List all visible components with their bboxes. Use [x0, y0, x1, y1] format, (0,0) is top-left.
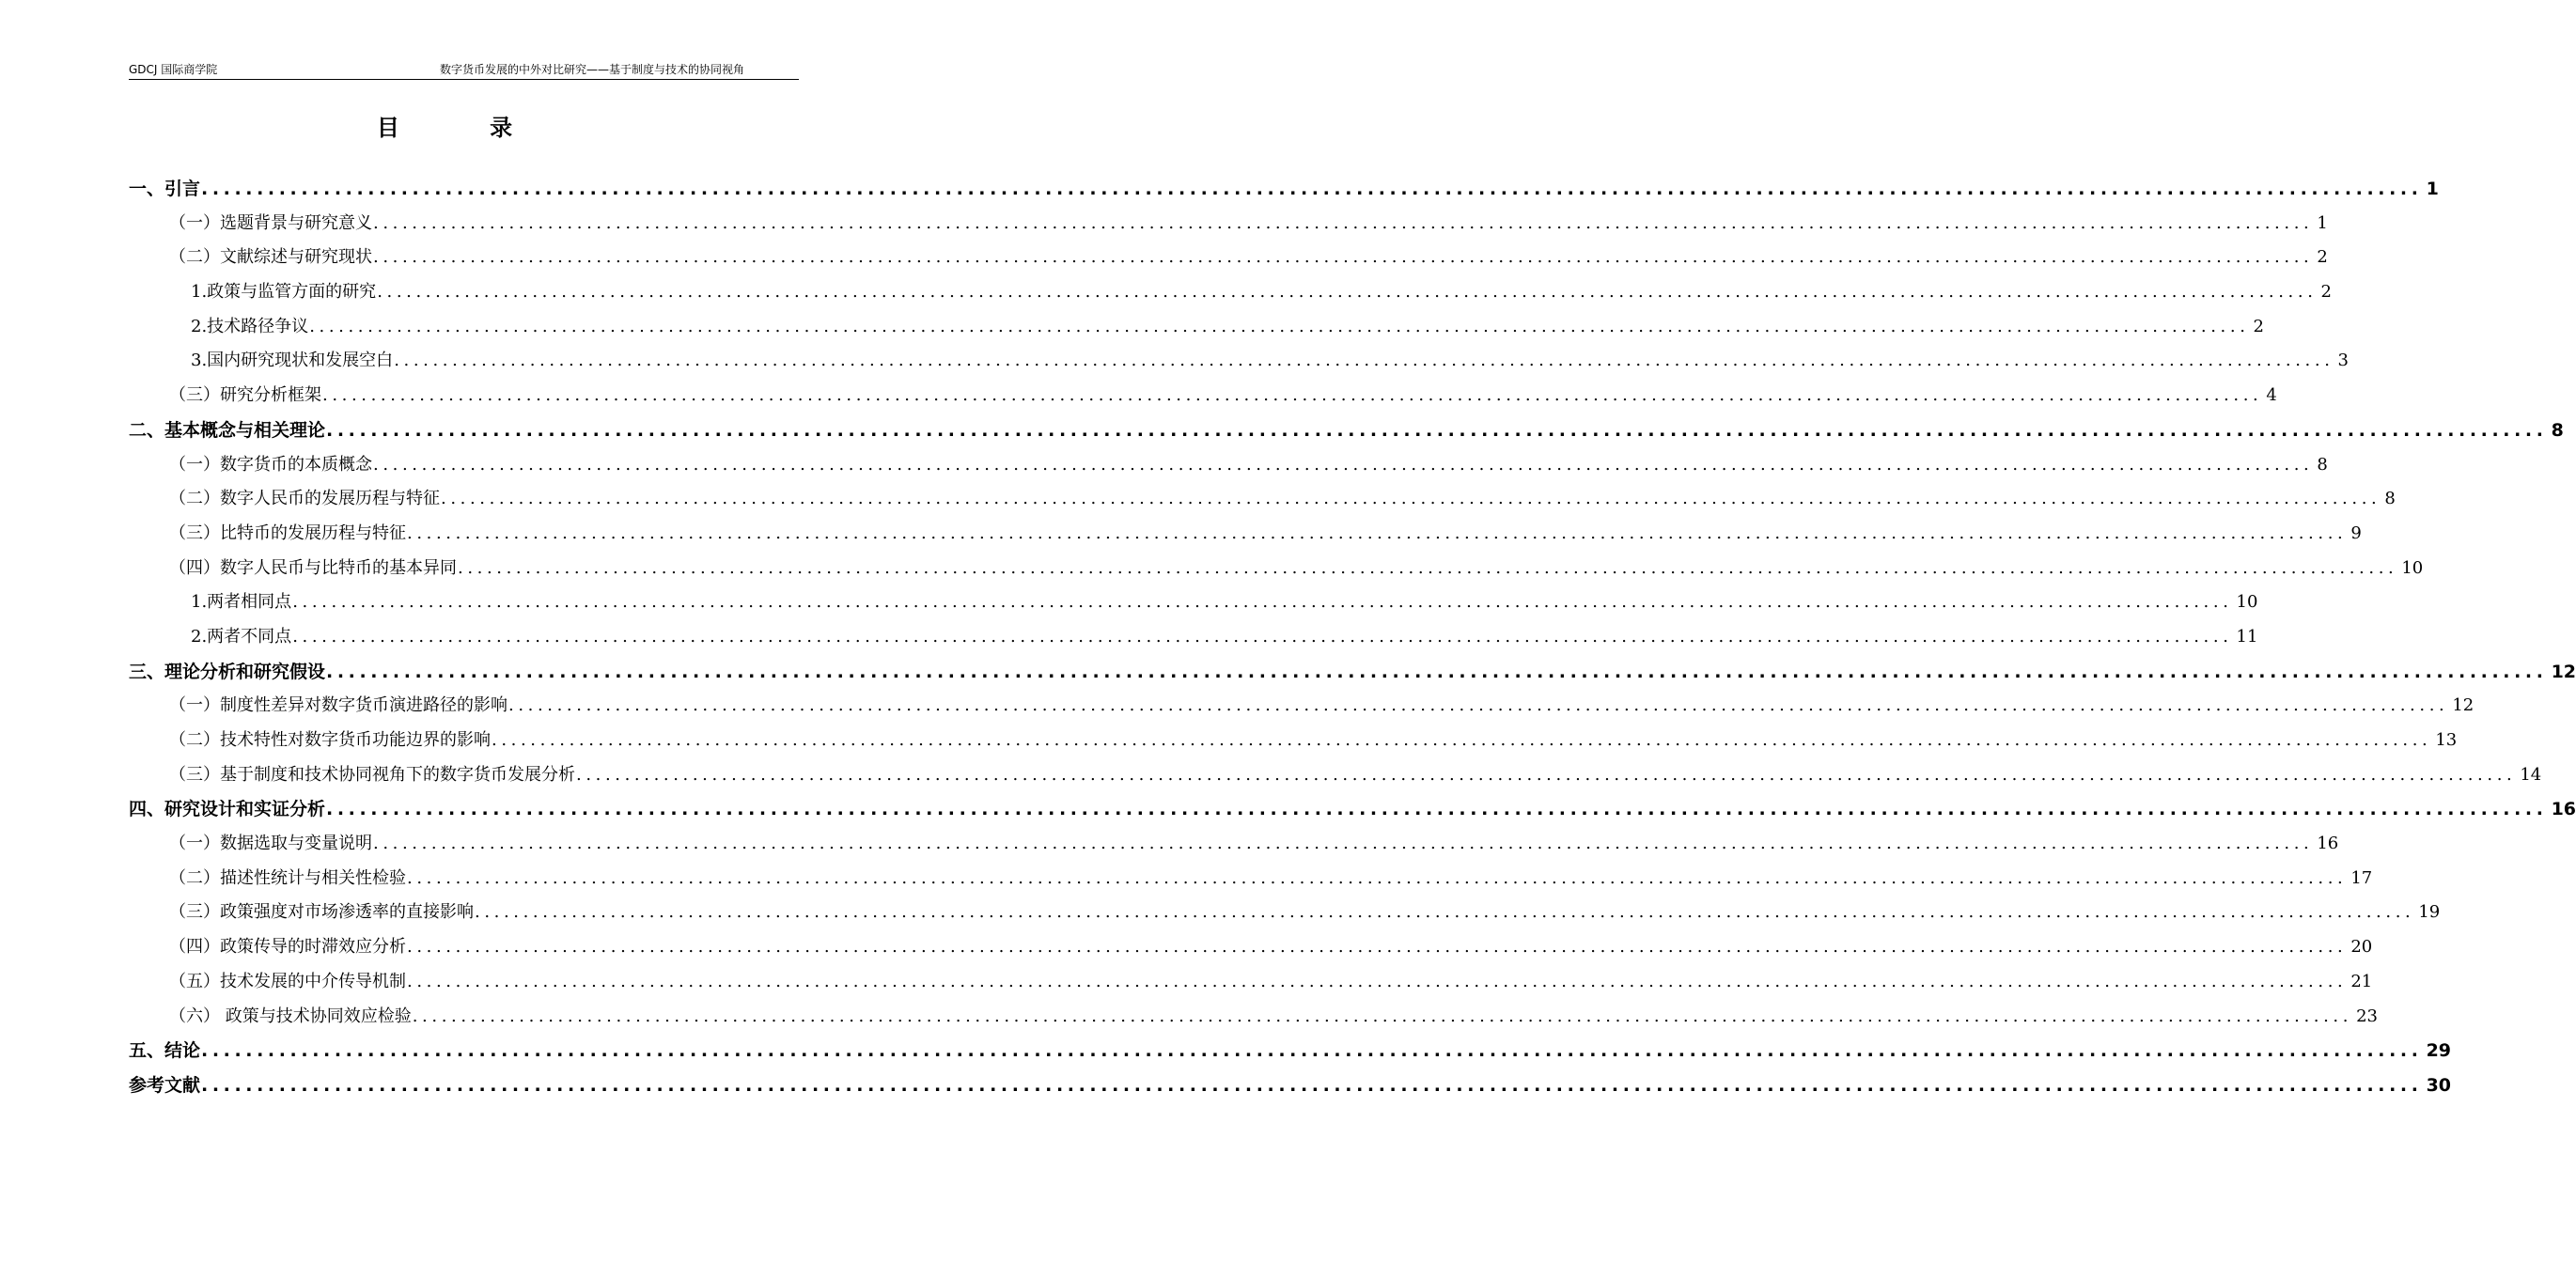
- toc-entry-page: 21: [2350, 971, 2373, 991]
- toc-entry-label: （四）政策传导的时滞效应分析: [169, 937, 406, 958]
- toc-dot-leader: ........................................................................................................................................................................................................: [326, 799, 2548, 820]
- toc-dot-leader: ........................................................................................................................................................................................................: [441, 489, 2381, 509]
- toc-entry-label: （五）技术发展的中介传导机制: [169, 971, 406, 991]
- toc-entry-page: 4: [2266, 385, 2277, 406]
- toc-entry[interactable]: [129, 930, 2373, 965]
- toc-entry-page: 8: [2317, 454, 2328, 475]
- toc-entry-label: 3.国内研究现状和发展空白: [191, 351, 394, 371]
- toc-entry-page: 9: [2350, 522, 2362, 543]
- toc-entry-label: 四、研究设计和实证分析: [129, 799, 326, 820]
- toc-entry-page: 17: [2350, 867, 2373, 888]
- toc-dot-leader: ........................................................................................................................................................................................................: [458, 557, 2398, 578]
- toc-dot-leader: ........................................................................................................................................................................................................: [373, 247, 2314, 268]
- toc-entry-label: （一）制度性差异对数字货币演进路径的影响: [169, 695, 507, 716]
- toc-entry[interactable]: [129, 1000, 2378, 1035]
- toc-dot-leader: ........................................................................................................................................................................................................: [322, 385, 2263, 406]
- toc-dot-leader: ........................................................................................................................................................................................................: [377, 282, 2318, 303]
- toc-entry[interactable]: [129, 207, 2328, 242]
- toc-dot-leader: ........................................................................................................................................................................................................: [292, 592, 2233, 613]
- toc-entry-label: （一）数字货币的本质概念: [169, 454, 372, 475]
- toc-entry-label: 2.技术路径争议: [191, 316, 309, 336]
- toc-entry[interactable]: [129, 724, 2458, 758]
- toc-entry-page: 3: [2337, 351, 2349, 371]
- toc-entry-page: 8: [2384, 489, 2396, 509]
- toc-entry[interactable]: [129, 620, 2258, 655]
- toc-entry[interactable]: [129, 172, 2439, 207]
- toc-entry-page: 16: [2317, 834, 2339, 854]
- toc-entry-page: 2: [2320, 282, 2332, 303]
- toc-entry[interactable]: [129, 310, 2264, 345]
- toc-entry-label: 参考文献: [129, 1074, 201, 1096]
- toc-entry-page: 13: [2435, 730, 2458, 750]
- toc-entry-page: 16: [2551, 799, 2576, 820]
- toc-entry-page: 29: [2426, 1040, 2452, 1062]
- toc-entry-label: 二、基本概念与相关理论: [129, 419, 326, 441]
- toc-entry-page: 12: [2551, 661, 2576, 682]
- toc-dot-leader: ........................................................................................................................................................................................................: [492, 730, 2432, 750]
- toc-entry-page: 8: [2551, 419, 2564, 441]
- toc-dot-leader: ........................................................................................................................................................................................................: [326, 661, 2548, 682]
- toc-entry[interactable]: [129, 344, 2349, 379]
- toc-dot-leader: ........................................................................................................................................................................................................: [326, 419, 2548, 441]
- toc-dot-leader: ........................................................................................................................................................................................................: [201, 1074, 2423, 1096]
- header-school-name: GDCJ 国际商学院: [129, 63, 218, 76]
- toc-entry-label: （一）选题背景与研究意义: [169, 212, 372, 233]
- toc-entry-label: 五、结论: [129, 1040, 201, 1062]
- toc-entry-label: 一、引言: [129, 179, 201, 199]
- toc-entry-label: 1.政策与监管方面的研究: [191, 282, 377, 303]
- toc-entry-label: （三）政策强度对市场渗透率的直接影响: [169, 902, 474, 923]
- toc-entry-page: 30: [2426, 1074, 2452, 1096]
- toc-entry-label: （三）比特币的发展历程与特征: [169, 522, 406, 543]
- toc-entry-label: （二）技术特性对数字货币功能边界的影响: [169, 730, 491, 750]
- toc-dot-leader: ........................................................................................................................................................................................................: [201, 1040, 2423, 1062]
- toc-entry[interactable]: [129, 482, 2396, 517]
- toc-entry[interactable]: [129, 448, 2328, 483]
- toc-entry-page: 2: [2317, 247, 2328, 268]
- toc-entry[interactable]: [129, 241, 2328, 275]
- toc-entry-page: 10: [2401, 557, 2424, 578]
- toc-dot-leader: ........................................................................................................................................................................................................: [309, 316, 2250, 336]
- page-header: [129, 62, 799, 80]
- toc-entry[interactable]: [129, 517, 2362, 552]
- toc-entry-page: 1: [2317, 212, 2328, 233]
- toc-entry[interactable]: [129, 379, 2277, 413]
- toc-entry-label: （一）数据选取与变量说明: [169, 834, 372, 854]
- toc-entry-page: 19: [2418, 902, 2441, 923]
- toc-entry[interactable]: [129, 965, 2373, 1000]
- toc-entry-label: （二）文献综述与研究现状: [169, 247, 372, 268]
- toc-entry[interactable]: [129, 689, 2475, 724]
- toc-entry[interactable]: [129, 552, 2424, 586]
- toc-entry-label: （三）研究分析框架: [169, 385, 321, 406]
- toc-dot-leader: ........................................................................................................................................................................................................: [407, 522, 2348, 543]
- toc-entry-label: 1.两者相同点: [191, 592, 292, 613]
- toc-entry[interactable]: [129, 827, 2339, 862]
- toc-dot-leader: ........................................................................................................................................................................................................: [407, 971, 2348, 991]
- toc-entry-page: 11: [2236, 626, 2258, 647]
- toc-dot-leader: ........................................................................................................................................................................................................: [201, 179, 2423, 199]
- header-paper-title: 数字货币发展的中外对比研究——基于制度与技术的协同视角: [439, 63, 744, 76]
- toc-dot-leader: ........................................................................................................................................................................................................: [412, 1006, 2353, 1026]
- toc-dot-leader: ........................................................................................................................................................................................................: [373, 212, 2314, 233]
- toc-entry-page: 14: [2520, 764, 2542, 785]
- toc-title: 目 录: [376, 115, 554, 141]
- toc-entry[interactable]: [129, 862, 2373, 897]
- toc-entry-label: （六） 政策与技术协同效应检验: [169, 1006, 412, 1026]
- toc-entry[interactable]: [129, 896, 2441, 930]
- toc-entry[interactable]: [129, 792, 2576, 827]
- table-of-contents: [129, 172, 2576, 1103]
- toc-entry-page: 20: [2350, 937, 2373, 958]
- toc-entry[interactable]: [129, 1034, 2452, 1068]
- toc-dot-leader: ........................................................................................................................................................................................................: [508, 695, 2449, 716]
- toc-entry-label: （二）数字人民币的发展历程与特征: [169, 489, 440, 509]
- toc-entry-label: 2.两者不同点: [191, 626, 292, 647]
- toc-entry-label: （三）基于制度和技术协同视角下的数字货币发展分析: [169, 764, 575, 785]
- toc-entry-label: （四）数字人民币与比特币的基本异同: [169, 557, 457, 578]
- toc-dot-leader: ........................................................................................................................................................................................................: [407, 867, 2348, 888]
- toc-dot-leader: ........................................................................................................................................................................................................: [475, 902, 2415, 923]
- toc-entry[interactable]: [129, 585, 2258, 620]
- toc-dot-leader: ........................................................................................................................................................................................................: [373, 834, 2314, 854]
- toc-entry-page: 1: [2426, 179, 2439, 199]
- toc-entry[interactable]: [129, 275, 2332, 310]
- toc-dot-leader: ........................................................................................................................................................................................................: [373, 454, 2314, 475]
- toc-dot-leader: ........................................................................................................................................................................................................: [576, 764, 2517, 785]
- toc-entry-label: （二）描述性统计与相关性检验: [169, 867, 406, 888]
- toc-entry-label: 三、理论分析和研究假设: [129, 661, 326, 682]
- toc-entry[interactable]: [129, 1068, 2452, 1103]
- toc-entry-page: 10: [2236, 592, 2258, 613]
- toc-entry[interactable]: [129, 655, 2576, 690]
- toc-entry-page: 12: [2452, 695, 2475, 716]
- toc-dot-leader: ........................................................................................................................................................................................................: [407, 937, 2348, 958]
- toc-entry-page: 23: [2356, 1006, 2378, 1026]
- toc-dot-leader: ........................................................................................................................................................................................................: [292, 626, 2233, 647]
- toc-dot-leader: ........................................................................................................................................................................................................: [394, 351, 2334, 371]
- toc-entry[interactable]: [129, 758, 2542, 793]
- toc-entry[interactable]: [129, 413, 2564, 448]
- toc-entry-page: 2: [2253, 316, 2264, 336]
